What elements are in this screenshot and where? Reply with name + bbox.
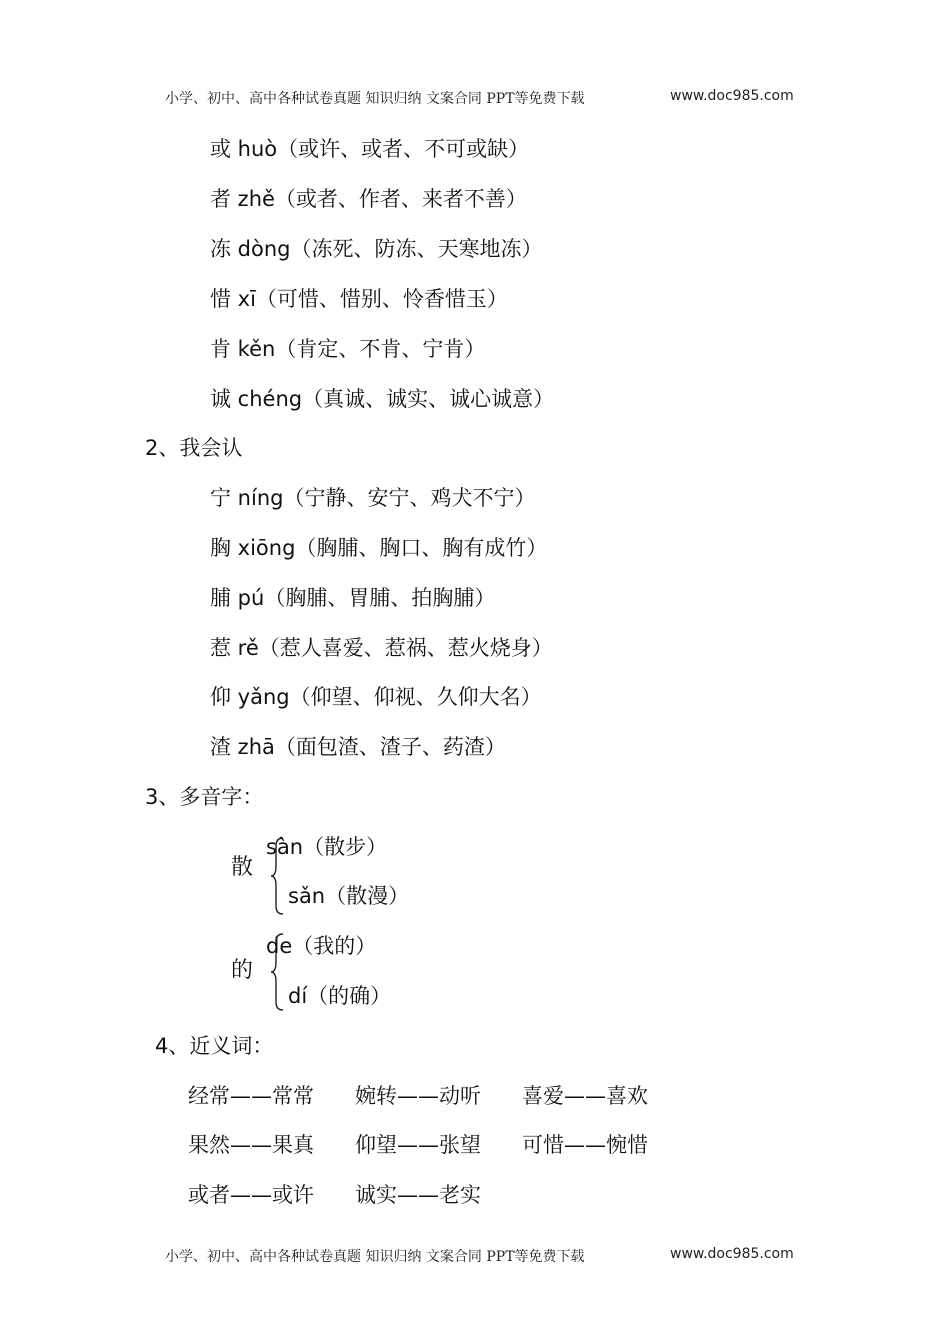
synonym-pair: 经常——常常 [188,1084,314,1108]
synonym-pair: 或者——或许 [188,1183,314,1207]
synonym-pair: 果然——果真 [188,1133,314,1157]
write-entry-zhe: 者 zhě（或者、作者、来者不善） [210,187,527,211]
section2-title: 2、我会认 [145,436,243,460]
polyphone-char: 散 [231,855,254,880]
header-site[interactable]: www.doc985.com [670,88,794,104]
footer-site[interactable]: www.doc985.com [670,1246,794,1262]
section3-title: 3、多音字： [145,785,264,809]
write-entry-xi: 惜 xī（可惜、惜别、怜香惜玉） [210,287,508,311]
write-entry-ken: 肯 kěn（肯定、不肯、宁肯） [210,337,486,361]
page-header [165,88,805,108]
synonym-pair: 喜爱——喜欢 [522,1084,648,1108]
footer-text: 小学、初中、高中各种试卷真题 知识归纳 文案合同 PPT等免费下载 [165,1249,585,1265]
page-footer [165,1246,805,1266]
write-entry-cheng: 诚 chéng（真诚、诚实、诚心诚意） [210,387,555,411]
synonym-pair: 仰望——张望 [355,1133,481,1157]
recognize-entry-yang: 仰 yǎng（仰望、仰视、久仰大名） [210,685,542,709]
recognize-entry-zha: 渣 zhā（面包渣、渣子、药渣） [210,735,506,759]
header-text: 小学、初中、高中各种试卷真题 知识归纳 文案合同 PPT等免费下载 [165,91,585,107]
recognize-entry-pu: 脯 pú（胸脯、胃脯、拍胸脯） [210,586,496,610]
polyphone-reading: sǎn（散漫） [288,884,410,908]
polyphone-char: 的 [231,958,254,983]
recognize-entry-re: 惹 rě（惹人喜爱、惹祸、惹火烧身） [210,636,553,660]
polyphone-reading: sàn（散步） [266,835,388,859]
synonym-pair: 诚实——老实 [355,1183,481,1207]
recognize-entry-xiong: 胸 xiōng（胸脯、胸口、胸有成竹） [210,536,548,560]
recognize-entry-ning: 宁 níng（宁静、安宁、鸡犬不宁） [210,486,536,510]
write-entry-dong: 冻 dòng（冻死、防冻、天寒地冻） [210,237,543,261]
synonym-pair: 婉转——动听 [355,1084,481,1108]
write-entry-huo: 或 huò（或许、或者、不可或缺） [210,137,530,161]
section4-title: 4、近义词： [155,1034,274,1058]
polyphone-reading: de（我的） [266,934,377,958]
polyphone-reading: dí（的确） [288,984,392,1008]
synonym-pair: 可惜——惋惜 [522,1133,648,1157]
